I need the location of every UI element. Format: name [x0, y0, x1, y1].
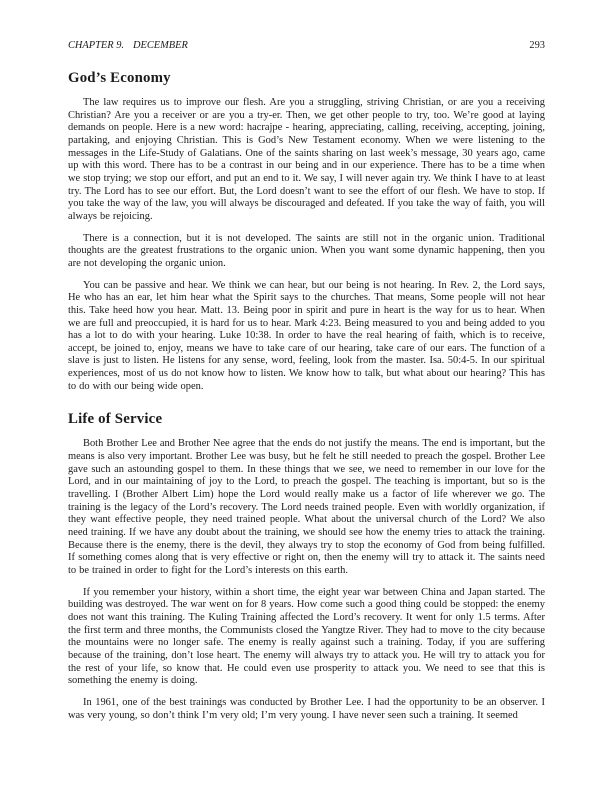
chapter-label: CHAPTER 9.	[68, 40, 124, 51]
section-life-of-service	[68, 411, 545, 722]
section-heading-gods-economy: God’s Economy	[68, 70, 171, 86]
page-number: 293	[529, 40, 545, 51]
running-header	[68, 40, 545, 52]
section-heading-life-of-service: Life of Service	[68, 411, 163, 428]
paragraph-connection: There is a connection, but it is not developed. The saints are still not in the organic union. Traditional thoughts are the greatest frustrations to the organic union. When you want some dynamic happening, then you are not developing the organic union.	[68, 232, 545, 269]
paragraph-history-war: If you remember your history, within a short time, the eight year war between China and Japan started. The building was destroyed. The war went on for 8 years. How come such a good thing could be stopped: the enemy does not want this training. The Kuling Training affected the Lord’s recovery. It went for only 1.5 terms. After the first term and three months, the Communists closed the Yangtze River. They had to move to the city because the mountains were no longer safe. The enemy is really against such a training. Today, if you are suffering because of the training, don’t lose heart. The enemy will always try to attack you. He will try to attack you for the rest of your life, so know that. He could even use prosperity to attack you. We need to see that this is something the enemy is doing.	[68, 586, 545, 687]
paragraph-law-requires: The law requires us to improve our flesh. Are you a struggling, striving Christian, or are you a receiving Christian? Are you a receiver or are you a try-er. Then, we get other people to try, too. We’re good at laying demands on people. Here is a new word: hacrajpe - hearing, appreciating, calling, receiving, accepting, joining, partaking, and enjoying Christian. This is God’s New Testament economy. When we were listening to the messages in the Life-Study of Galatians. One of the saints sharing on last week’s message, 30 years ago, came up with this word. There has to be a contrast in our being and in our experience. There has to be a time when we stop trying; we stop our effort, and put an end to it. We say, I will never again try. We think I have to at least try. The Lord has to see our effort. But, the Lord doesn’t want to see the effort of our flesh. We have to stop. If you take the way of the law, you will always be discouraged and defeated. If you take the way of faith, you will always be rejoicing.	[68, 97, 545, 222]
chapter-title: DECEMBER	[133, 40, 188, 51]
paragraph-passive-hear: You can be passive and hear. We think we can hear, but our being is not hearing. In Rev. 2, the Lord says, He who has an ear, let him hear what the Spirit says to the churches. That means, Some people will not hear this. Take heed how you hear. Matt. 13. Being poor in spirit and pure in heart is the way for us to hear. When we are full and preoccupied, it is hard for us to hear. Mark 4:23. Being measured to you and being added to you has a lot to do with your hearing. Luke 10:38. In order to have the real hearing of faith, which is to receive, accept, be joined to, enjoy, means we have to take care of our hearing, take care of our ears. The function of a slave is just to listen. He listens for any sense, word, feeling, look from the master. Isa. 50:4-5. In our spiritual experiences, most of us do not know how to listen. We know how to talk, but what about our hearing? This has to do with our being wide open.	[68, 279, 545, 392]
section-gods-economy	[68, 70, 545, 393]
paragraph-1961-training: In 1961, one of the best trainings was conducted by Brother Lee. I had the opportunity to be an observer. I was very young, so don’t think I’m very old; I’m very young. I have never seen such a training. It seemed	[68, 696, 545, 721]
paragraph-ends-means: Both Brother Lee and Brother Nee agree that the ends do not justify the means. The end is important, but the means is also very important. Brother Lee was busy, but he felt he still needed to preach the gospel. Brother Lee gave such an astounding gospel to them. In these things that we see, we need to remember in our love for the Lord, and in our maintaining of joy to the Lord, to preach the gospel. The teaching is important, but so is the travelling. I (Brother Albert Lim) hope the Lord would really make us a factor of life wherever we go. The training is the legacy of the Lord’s recovery. The Lord needs trained people. Even with worldly organization, if they want effective people, they need trained people. What about the universal church of the Lord? We also need training. If we have any doubt about the training, we should see how the enemy tries to attack the training. Because there is the enemy, there is the devil, they always try to stop the economy of God from being fulfilled. If something comes along that is very effective or right on, then the enemy will try to attack it. The saints need to be trained in order to fight for the Lord’s interests on this earth.	[68, 438, 545, 576]
running-head	[68, 40, 188, 52]
